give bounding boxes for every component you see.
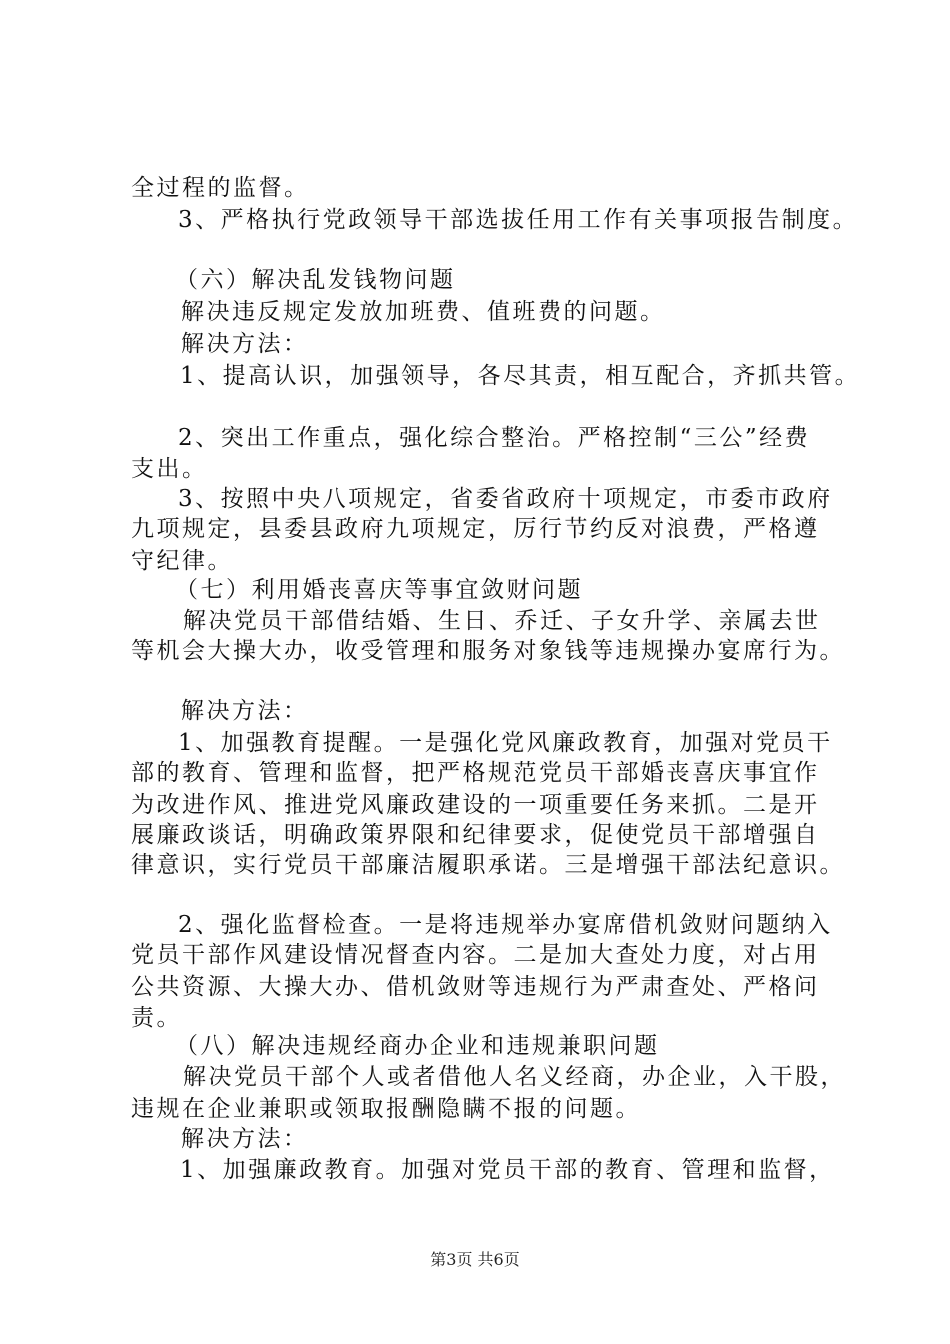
text-line-16: 1、加强教育提醒。一是强化党风廉政教育，加强对党员干 bbox=[178, 730, 833, 756]
text-line-17: 部的教育、管理和监督，把严格规范党员干部婚丧喜庆事宜作 bbox=[131, 760, 820, 786]
text-line-11: 守纪律。 bbox=[131, 548, 233, 574]
text-line-10: 九项规定，县委县政府九项规定，厉行节约反对浪费，严格遵 bbox=[131, 516, 820, 542]
text-line-8: 支出。 bbox=[131, 456, 208, 482]
text-line-18: 为改进作风、推进党风廉政建设的一项重要任务来抓。二是开 bbox=[131, 792, 820, 818]
text-line-28: 解决方法： bbox=[181, 1126, 309, 1152]
section-heading-8: （八）解决违规经商办企业和违规兼职问题 bbox=[175, 1033, 660, 1059]
text-line-23: 公共资源、大操大办、借机敛财等违规行为严肃查处、严格问 bbox=[131, 974, 820, 1000]
section-heading-7: （七）利用婚丧喜庆等事宜敛财问题 bbox=[175, 577, 583, 603]
text-line-7: 2、突出工作重点，强化综合整治。严格控制“三公”经费 bbox=[178, 425, 811, 451]
text-line-9: 3、按照中央八项规定，省委省政府十项规定，市委市政府 bbox=[178, 486, 833, 512]
text-line-2: 3、严格执行党政领导干部选拔任用工作有关事项报告制度。 bbox=[178, 207, 859, 233]
text-line-1: 全过程的监督。 bbox=[131, 175, 310, 201]
text-line-24: 责。 bbox=[131, 1005, 182, 1031]
text-line-5: 解决方法： bbox=[181, 331, 309, 357]
page-footer: 第3页 共6页 bbox=[430, 1250, 520, 1269]
text-line-22: 党员干部作风建设情况督查内容。二是加大查处力度，对占用 bbox=[131, 942, 820, 968]
text-line-13: 解决党员干部借结婚、生日、乔迁、子女升学、亲属去世 bbox=[183, 608, 821, 634]
text-line-6: 1、提高认识，加强领导，各尽其责，相互配合，齐抓共管。 bbox=[180, 363, 861, 389]
text-line-26: 解决党员干部个人或者借他人名义经商，办企业，入干股， bbox=[183, 1064, 846, 1090]
text-line-15: 解决方法： bbox=[181, 698, 309, 724]
text-line-29: 1、加强廉政教育。加强对党员干部的教育、管理和监督， bbox=[180, 1157, 835, 1183]
text-line-4: 解决违反规定发放加班费、值班费的问题。 bbox=[181, 299, 666, 325]
section-heading-6: （六）解决乱发钱物问题 bbox=[175, 267, 456, 293]
text-line-14: 等机会大操大办，收受管理和服务对象钱等违规操办宴席行为。 bbox=[131, 638, 845, 664]
text-line-21: 2、强化监督检查。一是将违规举办宴席借机敛财问题纳入 bbox=[178, 912, 833, 938]
text-line-20: 律意识，实行党员干部廉洁履职承诺。三是增强干部法纪意识。 bbox=[131, 852, 845, 878]
text-line-19: 展廉政谈话，明确政策界限和纪律要求，促使党员干部增强自 bbox=[131, 822, 820, 848]
text-line-27: 违规在企业兼职或领取报酬隐瞒不报的问题。 bbox=[131, 1096, 641, 1122]
